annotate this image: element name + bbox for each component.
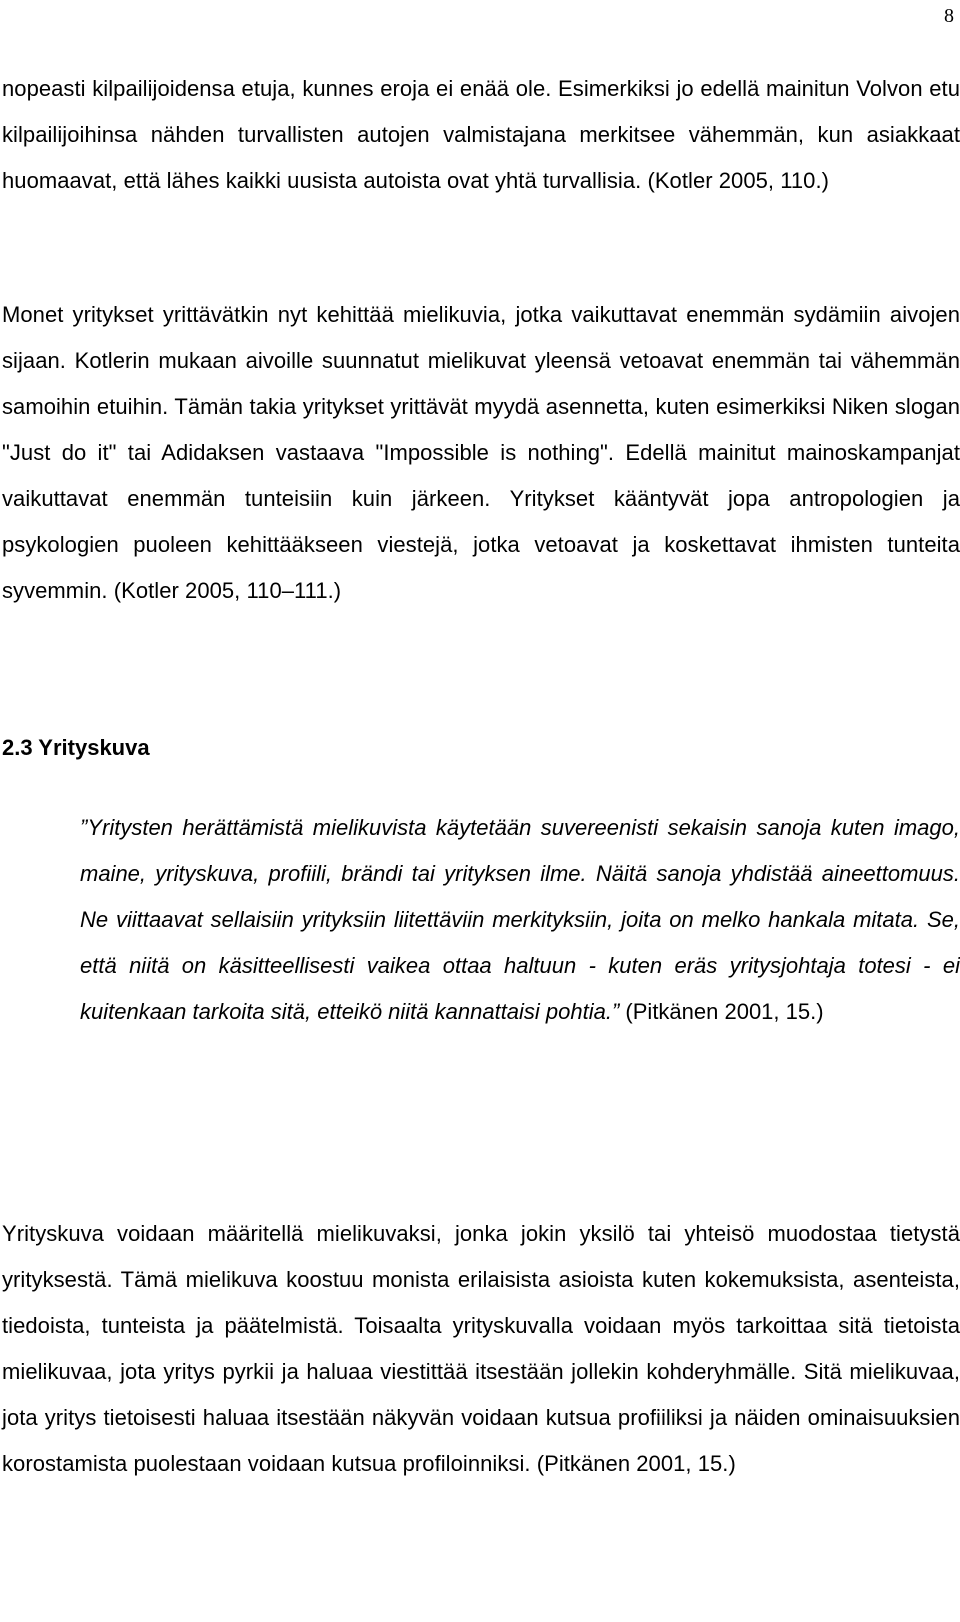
block-quote [80,805,960,1035]
section-heading: 2.3 Yrityskuva [2,735,150,760]
body-paragraph-1: nopeasti kilpailijoidensa etuja, kunnes eroja ei enää ole. Esimerkiksi jo edellä mainitun Volvon etu kilpailijoihinsa nähden turvallisten autojen valmistajana merkitsee vähemmän, kun asiakkaat huomaavat, että lähes kaikki uusista autoista ovat yhtä turvallisia. (Kotler 2005, 110.) [2,76,960,193]
body-paragraph-2: Monet yritykset yrittävätkin nyt kehittää mielikuvia, jotka vaikuttavat enemmän sydämiin aivojen sijaan. Kotlerin mukaan aivoille suunnatut mielikuvat yleensä vetoavat enemmän tai vähemmän samoihin etuihin. Tämän takia yritykset yrittävät myydä asennetta, kuten esimerkiksi Niken slogan "Just do it" tai Adidaksen vastaava "Impossible is nothing". Edellä mainitut mainoskampanjat vaikuttavat enemmän tunteisiin kuin järkeen. Yritykset kääntyvät jopa antropologien ja psykologien puoleen kehittääkseen viestejä, jotka vetoavat ja koskettavat ihmisten tunteita syvemmin. (Kotler 2005, 110–111.) [2,302,960,603]
page-number: 8 [944,5,954,27]
quote-text: ”Yritysten herättämistä mielikuvista käytetään suvereenisti sekaisin sanoja kuten imago, maine, yrityskuva, profiili, brändi tai yrityksen ilme. Näitä sanoja yhdistää aineettomuus. Ne viittaavat sellaisiin yrityksiin liitettäviin merkityksiin, joita on melko hankala mitata. Se, että niitä on käsitteellisesti vaikea ottaa haltuun - kuten eräs yritysjohtaja totesi - ei kuitenkaan tarkoita sitä, etteikö niitä kannattaisi pohtia.” [80,815,960,1024]
body-paragraph-3: Yrityskuva voidaan määritellä mielikuvaksi, jonka jokin yksilö tai yhteisö muodostaa tietystä yrityksestä. Tämä mielikuva koostuu monista erilaisista asioista kuten kokemuksista, asenteista, tiedoista, tunteista ja päätelmistä. Toisaalta yrityskuvalla voidaan myös tarkoittaa sitä tietoista mielikuvaa, jota yritys pyrkii ja haluaa viestittää itsestään jollekin kohderyhmälle. Sitä mielikuvaa, jota yritys tietoisesti haluaa itsestään näkyvän voidaan kutsua profiiliksi ja näiden ominaisuuksien korostamista puolestaan voidaan kutsua profiloinniksi. (Pitkänen 2001, 15.) [2,1221,960,1476]
quote-citation: (Pitkänen 2001, 15.) [619,999,824,1024]
